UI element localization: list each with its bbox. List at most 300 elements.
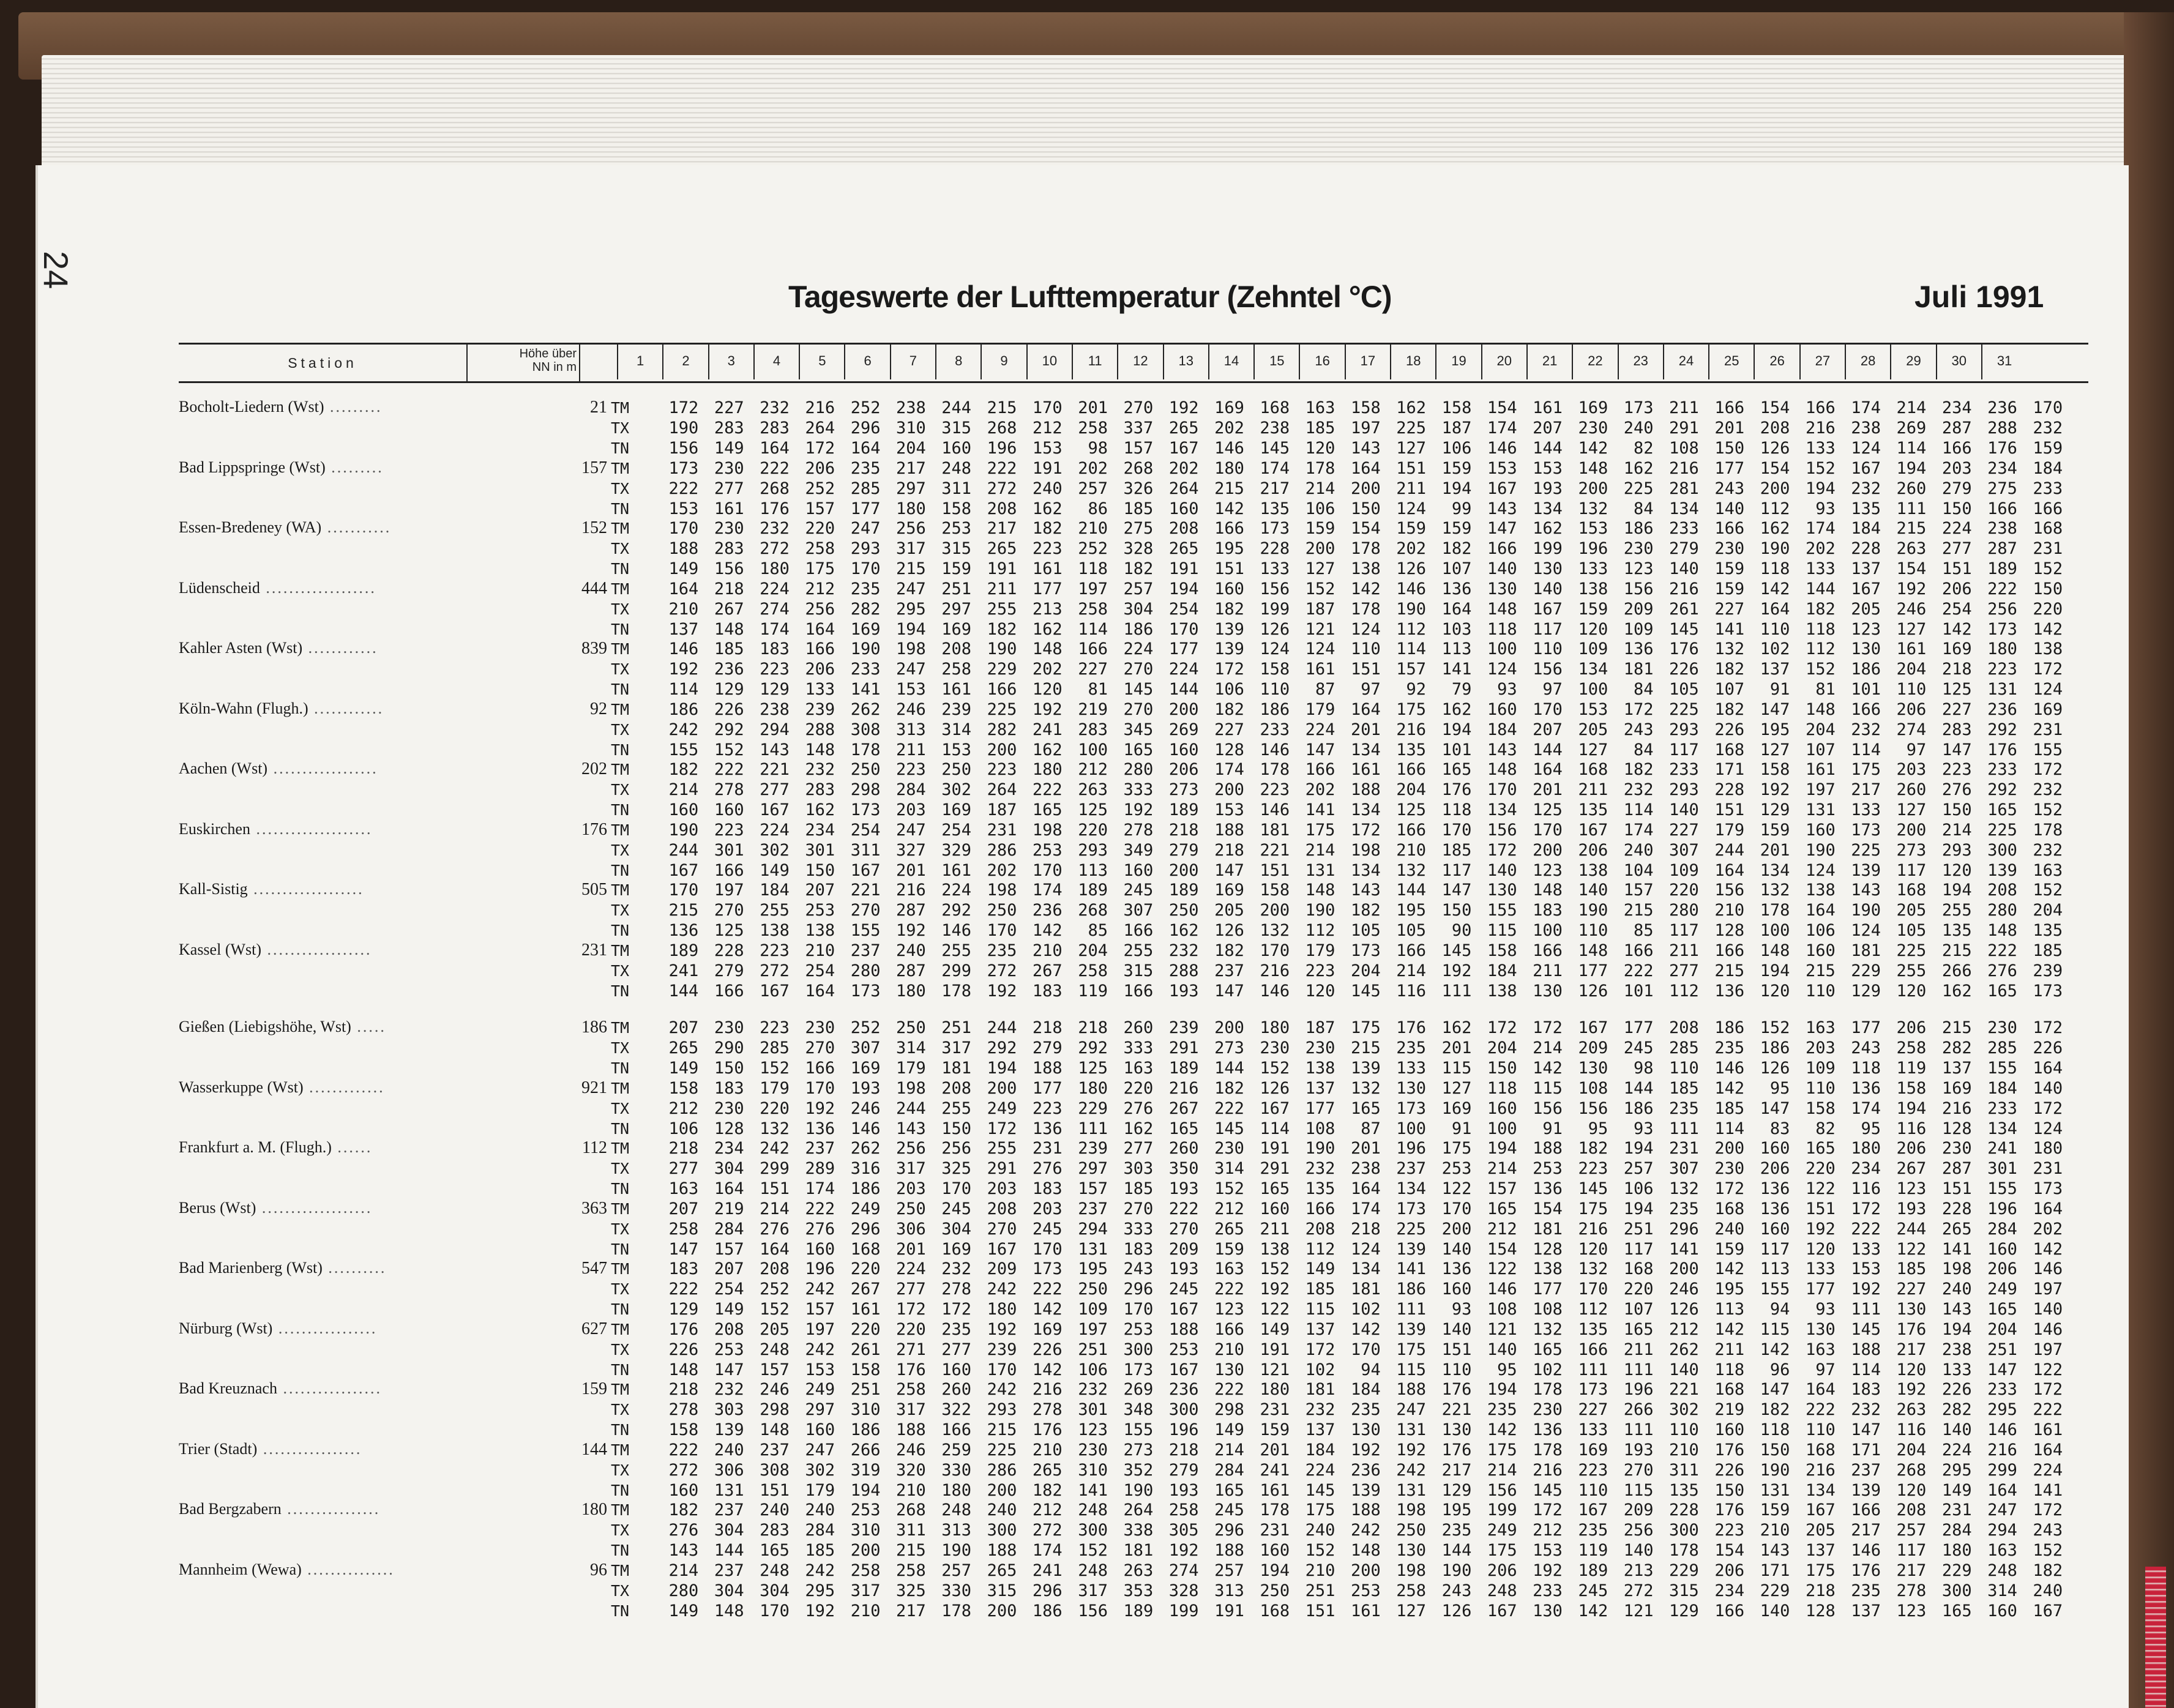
temperature-value: 152	[1260, 1259, 1290, 1278]
temperature-value: 133	[1851, 1239, 1881, 1259]
temperature-value: 196	[1578, 539, 1608, 558]
temperature-value: 208	[1669, 1018, 1699, 1037]
temperature-value: 165	[1533, 1340, 1563, 1359]
temperature-value: 217	[1441, 1460, 1472, 1480]
temperature-value: 224	[760, 820, 790, 840]
temperature-value: 188	[1168, 1319, 1199, 1339]
temperature-value: 222	[1214, 1280, 1244, 1299]
temperature-value: 130	[1214, 1360, 1244, 1379]
temperature-value: 311	[850, 840, 881, 860]
temperature-value: 162	[1123, 1119, 1154, 1138]
temperature-value: 194	[1623, 1199, 1654, 1218]
temperature-value: 246	[1896, 599, 1927, 619]
temperature-value: 208	[1987, 881, 2017, 900]
temperature-value: 83	[1769, 1119, 1790, 1138]
temperature-value: 147	[1487, 519, 1517, 538]
temperature-value: 109	[1578, 640, 1608, 658]
temperature-value: 258	[1078, 419, 1108, 438]
temperature-value: 221	[1669, 1380, 1699, 1399]
day-header-30: 30	[1936, 343, 1981, 379]
temperature-value: 123	[1896, 1179, 1927, 1198]
temperature-value: 161	[714, 499, 744, 518]
temperature-value: 156	[1487, 820, 1517, 840]
temperature-value: 112	[1760, 499, 1790, 518]
temperature-value: 177	[1578, 961, 1608, 980]
temperature-value: 243	[1123, 1259, 1154, 1278]
temperature-value: 210	[1078, 519, 1108, 538]
temperature-value: 238	[1987, 519, 2017, 538]
temperature-value: 162	[1441, 1018, 1472, 1037]
temperature-value: 196	[1987, 1199, 2017, 1218]
temperature-value: 165	[1805, 1139, 1836, 1158]
temperature-value: 265	[1214, 1219, 1244, 1239]
temperature-value: 174	[1032, 1541, 1063, 1560]
temperature-value: 297	[1078, 1159, 1108, 1178]
temperature-value: 215	[1350, 1039, 1381, 1057]
temperature-value: 202	[1078, 458, 1108, 478]
temperature-value: 106	[1441, 439, 1472, 458]
temperature-value: 225	[1669, 699, 1699, 719]
temperature-value: 200	[1441, 1219, 1472, 1239]
temperature-value: 216	[1669, 579, 1699, 599]
station-name	[179, 1138, 558, 1157]
temperature-value: 229	[1078, 1098, 1108, 1118]
temperature-value: 181	[1305, 1380, 1335, 1399]
temperature-value: 237	[1214, 961, 1244, 980]
temperature-value: 308	[850, 720, 881, 739]
temperature-value: 230	[1941, 1139, 1972, 1158]
temperature-value: 182	[1805, 599, 1836, 619]
temperature-value: 172	[2033, 760, 2063, 779]
temperature-value: 212	[1078, 760, 1108, 779]
temperature-value: 207	[1533, 720, 1563, 739]
temperature-value: 200	[1214, 780, 1244, 799]
temperature-value: 165	[760, 1541, 790, 1560]
temperature-value: 272	[760, 961, 790, 980]
temperature-value: 165	[1941, 1601, 1972, 1620]
value-kind-tn: TN	[611, 740, 630, 759]
temperature-value: 136	[1533, 1179, 1563, 1198]
temperature-value: 245	[941, 1199, 972, 1218]
temperature-value: 195	[1078, 1259, 1108, 1278]
temperature-value: 192	[805, 1098, 835, 1118]
temperature-value: 240	[805, 1501, 835, 1520]
temperature-value: 130	[1578, 1059, 1608, 1078]
temperature-value: 160	[805, 1239, 835, 1259]
temperature-value: 220	[1623, 1280, 1654, 1299]
temperature-value: 202	[1032, 660, 1063, 679]
temperature-value: 175	[1350, 1018, 1381, 1037]
temperature-value: 143	[1941, 1300, 1972, 1319]
temperature-value: 177	[1533, 1280, 1563, 1299]
temperature-value: 198	[1941, 1259, 1972, 1278]
table-row	[653, 499, 2063, 519]
leader-dots: .........	[324, 398, 383, 416]
temperature-value: 150	[1487, 1059, 1517, 1078]
temperature-value: 164	[2033, 1059, 2063, 1078]
temperature-value: 173	[1987, 619, 2017, 639]
temperature-value: 153	[1032, 439, 1063, 458]
temperature-value: 127	[1896, 619, 1927, 639]
temperature-value: 123	[1896, 1601, 1927, 1620]
temperature-value: 182	[1350, 901, 1381, 920]
temperature-value: 222	[1214, 1098, 1244, 1118]
temperature-value: 194	[1941, 1319, 1972, 1339]
temperature-value: 190	[1305, 901, 1335, 920]
temperature-value: 116	[1396, 981, 1427, 1001]
temperature-value: 215	[896, 559, 926, 578]
temperature-value: 149	[1260, 1319, 1290, 1339]
temperature-value: 109	[1623, 619, 1654, 639]
temperature-value: 166	[1851, 1501, 1881, 1520]
temperature-value: 117	[1669, 740, 1699, 759]
temperature-value: 156	[1078, 1601, 1108, 1620]
temperature-value: 192	[1396, 1440, 1427, 1460]
temperature-value: 176	[1987, 439, 2017, 458]
station-name-text: Frankfurt a. M. (Flugh.)	[179, 1138, 332, 1156]
temperature-value: 87	[1361, 1119, 1381, 1138]
temperature-value: 222	[1214, 1380, 1244, 1399]
temperature-value: 235	[1669, 1098, 1699, 1118]
table-row	[653, 639, 2063, 659]
temperature-value: 224	[760, 579, 790, 599]
leader-dots: ............	[308, 699, 384, 717]
temperature-value: 238	[760, 699, 790, 719]
temperature-value: 255	[1896, 961, 1927, 980]
day-header-19: 19	[1435, 343, 1481, 379]
temperature-value: 226	[1714, 1460, 1745, 1480]
temperature-value: 162	[805, 800, 835, 819]
temperature-value: 235	[1441, 1521, 1472, 1540]
table-row	[653, 539, 2063, 559]
temperature-value: 215	[1941, 941, 1972, 960]
temperature-value: 135	[1305, 1179, 1335, 1198]
temperature-value: 106	[1623, 1179, 1654, 1198]
temperature-value: 178	[1350, 599, 1381, 619]
temperature-value: 270	[850, 901, 881, 920]
temperature-value: 287	[1941, 1159, 1972, 1178]
temperature-value: 205	[1851, 599, 1881, 619]
temperature-value: 170	[1123, 1300, 1154, 1319]
temperature-value: 172	[1305, 1340, 1335, 1359]
temperature-value: 126	[1578, 981, 1608, 1001]
temperature-value: 264	[1168, 479, 1199, 498]
day-header-31: 31	[1981, 343, 2026, 379]
temperature-value: 114	[1714, 1119, 1745, 1138]
temperature-value: 116	[1896, 1119, 1927, 1138]
temperature-value: 163	[1123, 1059, 1154, 1078]
table-row	[653, 398, 2063, 418]
temperature-value: 182	[1714, 660, 1745, 679]
temperature-value: 131	[1305, 860, 1335, 880]
temperature-value: 186	[1123, 619, 1154, 639]
temperature-value: 254	[1941, 599, 1972, 619]
temperature-value: 191	[987, 559, 1017, 578]
temperature-value: 132	[1578, 499, 1608, 518]
station-name	[179, 518, 558, 537]
value-kind-tm: TM	[611, 821, 630, 839]
temperature-value: 176	[1032, 1420, 1063, 1439]
temperature-value: 172	[896, 1300, 926, 1319]
temperature-value: 192	[1350, 1440, 1381, 1460]
temperature-value: 134	[1987, 1119, 2017, 1138]
temperature-value: 272	[760, 539, 790, 558]
temperature-value: 145	[1350, 981, 1381, 1001]
value-kind-tm: TM	[611, 580, 630, 598]
temperature-value: 229	[1760, 1581, 1790, 1600]
temperature-value: 133	[1396, 1059, 1427, 1078]
temperature-value: 150	[1714, 439, 1745, 458]
temperature-value: 299	[941, 961, 972, 980]
temperature-value: 136	[1714, 981, 1745, 1001]
temperature-value: 162	[1941, 981, 1972, 1001]
temperature-value: 286	[987, 840, 1017, 860]
temperature-value: 170	[1260, 941, 1290, 960]
temperature-value: 220	[1078, 820, 1108, 840]
temperature-value: 239	[805, 699, 835, 719]
table-row	[653, 840, 2063, 860]
temperature-value: 118	[1078, 559, 1108, 578]
temperature-value: 242	[805, 1561, 835, 1580]
temperature-value: 111	[1441, 981, 1472, 1001]
temperature-value: 118	[1714, 1360, 1745, 1379]
value-kind-tm: TM	[611, 1501, 630, 1519]
temperature-value: 232	[2033, 780, 2063, 799]
temperature-value: 138	[1260, 1239, 1290, 1259]
temperature-value: 292	[1078, 1039, 1108, 1057]
temperature-value: 304	[714, 1159, 744, 1178]
temperature-value: 239	[2033, 961, 2063, 980]
temperature-value: 170	[1533, 699, 1563, 719]
table-row	[653, 1279, 2063, 1299]
temperature-value: 159	[1578, 599, 1608, 619]
temperature-value: 254	[714, 1280, 744, 1299]
temperature-value: 134	[1350, 860, 1381, 880]
temperature-value: 234	[1987, 458, 2017, 478]
temperature-value: 130	[1487, 881, 1517, 900]
temperature-value: 270	[1123, 398, 1154, 417]
temperature-value: 273	[1214, 1039, 1244, 1057]
temperature-value: 133	[1578, 1420, 1608, 1439]
temperature-value: 177	[1305, 1098, 1335, 1118]
temperature-value: 140	[2033, 1300, 2063, 1319]
station-name	[179, 1440, 558, 1458]
temperature-value: 304	[714, 1521, 744, 1540]
temperature-value: 210	[896, 1480, 926, 1500]
value-kind-tn: TN	[611, 499, 630, 518]
temperature-value: 179	[1714, 820, 1745, 840]
temperature-value: 216	[805, 398, 835, 417]
temperature-value: 314	[941, 720, 972, 739]
temperature-value: 169	[1214, 881, 1244, 900]
temperature-value: 250	[1078, 1280, 1108, 1299]
temperature-value: 194	[1260, 1561, 1290, 1580]
temperature-value: 265	[987, 539, 1017, 558]
temperature-value: 124	[1805, 860, 1836, 880]
temperature-value: 265	[1168, 539, 1199, 558]
temperature-value: 310	[1078, 1460, 1108, 1480]
temperature-value: 166	[1214, 519, 1244, 538]
temperature-value: 194	[1941, 881, 1972, 900]
temperature-value: 232	[1078, 1380, 1108, 1399]
temperature-value: 133	[805, 680, 835, 699]
temperature-value: 182	[1214, 941, 1244, 960]
temperature-value: 269	[1123, 1380, 1154, 1399]
temperature-value: 151	[1941, 1179, 1972, 1198]
temperature-value: 200	[1896, 820, 1927, 840]
day-header-8: 8	[935, 343, 981, 379]
temperature-value: 300	[1168, 1400, 1199, 1419]
temperature-value: 259	[941, 1440, 972, 1460]
temperature-value: 214	[1487, 1159, 1517, 1178]
temperature-value: 141	[1441, 660, 1472, 679]
temperature-value: 148	[1350, 1541, 1381, 1560]
temperature-value: 223	[1941, 760, 1972, 779]
table-row	[653, 1460, 2063, 1480]
temperature-value: 255	[987, 1139, 1017, 1158]
temperature-value: 144	[668, 981, 699, 1001]
temperature-value: 163	[2033, 860, 2063, 880]
temperature-value: 124	[1260, 640, 1290, 658]
temperature-value: 167	[1168, 1360, 1199, 1379]
temperature-value: 208	[987, 499, 1017, 518]
temperature-value: 229	[1669, 1561, 1699, 1580]
temperature-value: 182	[1032, 519, 1063, 538]
temperature-value: 160	[1987, 1239, 2017, 1259]
temperature-value: 220	[1123, 1078, 1154, 1098]
temperature-value: 288	[1987, 419, 2017, 438]
temperature-value: 177	[1714, 458, 1745, 478]
temperature-value: 141	[1078, 1480, 1108, 1500]
temperature-value: 270	[1123, 660, 1154, 679]
temperature-value: 161	[1533, 398, 1563, 417]
temperature-value: 138	[1578, 579, 1608, 599]
temperature-value: 123	[1851, 619, 1881, 639]
temperature-value: 167	[1487, 479, 1517, 498]
temperature-value: 82	[1634, 439, 1654, 458]
temperature-value: 231	[2033, 720, 2063, 739]
temperature-value: 173	[1396, 1199, 1427, 1218]
table-row	[653, 1601, 2063, 1621]
temperature-value: 186	[1396, 1280, 1427, 1299]
temperature-value: 260	[941, 1380, 972, 1399]
temperature-value: 175	[805, 559, 835, 578]
temperature-value: 161	[850, 1300, 881, 1319]
temperature-value: 253	[1032, 840, 1063, 860]
day-header-14: 14	[1208, 343, 1253, 379]
temperature-value: 204	[1487, 1039, 1517, 1057]
temperature-value: 100	[1396, 1119, 1427, 1138]
temperature-value: 186	[1623, 519, 1654, 538]
temperature-value: 164	[1805, 901, 1836, 920]
temperature-value: 285	[1987, 1039, 2017, 1057]
table-row	[653, 579, 2063, 599]
day-header-24: 24	[1663, 343, 1708, 379]
temperature-value: 151	[1260, 860, 1290, 880]
value-kind-tm: TM	[611, 1320, 630, 1338]
temperature-value: 216	[1805, 419, 1836, 438]
temperature-value: 110	[1578, 921, 1608, 940]
temperature-value: 285	[1669, 1039, 1699, 1057]
station-elevation: 505	[581, 880, 607, 899]
temperature-value: 235	[1714, 1039, 1745, 1057]
temperature-value: 256	[1987, 599, 2017, 619]
temperature-value: 166	[1714, 519, 1745, 538]
temperature-value: 169	[2033, 699, 2063, 719]
temperature-value: 170	[987, 921, 1017, 940]
station-elevation: 112	[582, 1138, 607, 1157]
temperature-value: 196	[987, 439, 1017, 458]
temperature-value: 245	[1032, 1219, 1063, 1239]
temperature-value: 175	[1487, 1440, 1517, 1460]
temperature-value: 119	[1578, 1541, 1608, 1560]
temperature-value: 204	[2033, 901, 2063, 920]
temperature-value: 166	[941, 1420, 972, 1439]
temperature-value: 153	[896, 680, 926, 699]
temperature-value: 222	[668, 1280, 699, 1299]
temperature-value: 133	[1805, 1259, 1836, 1278]
temperature-value: 181	[1123, 1541, 1154, 1560]
temperature-value: 328	[1168, 1581, 1199, 1600]
temperature-value: 190	[941, 1541, 972, 1560]
temperature-value: 300	[1669, 1521, 1699, 1540]
temperature-value: 167	[760, 800, 790, 819]
temperature-value: 315	[941, 539, 972, 558]
station-name	[179, 1561, 558, 1579]
table-row	[653, 1058, 2063, 1078]
temperature-value: 222	[714, 760, 744, 779]
elevation-header-line1: Höhe über	[519, 347, 577, 360]
table-row	[653, 438, 2063, 458]
temperature-value: 178	[1533, 1440, 1563, 1460]
temperature-value: 188	[987, 1541, 1017, 1560]
temperature-value: 188	[1851, 1340, 1881, 1359]
station-name	[179, 1018, 558, 1036]
temperature-value: 320	[896, 1460, 926, 1480]
temperature-value: 204	[1987, 1319, 2017, 1339]
temperature-value: 223	[760, 941, 790, 960]
temperature-value: 222	[987, 458, 1017, 478]
temperature-value: 150	[1441, 901, 1472, 920]
temperature-value: 232	[1623, 780, 1654, 799]
table-row	[653, 559, 2063, 579]
temperature-value: 151	[760, 1480, 790, 1500]
temperature-value: 225	[987, 1440, 1017, 1460]
temperature-value: 151	[1441, 1340, 1472, 1359]
temperature-value: 158	[1760, 760, 1790, 779]
temperature-value: 211	[1669, 398, 1699, 417]
value-kind-tx: TX	[611, 540, 630, 558]
temperature-value: 131	[1078, 1239, 1108, 1259]
temperature-value: 106	[668, 1119, 699, 1138]
temperature-value: 200	[1714, 1139, 1745, 1158]
temperature-value: 243	[1623, 720, 1654, 739]
temperature-value: 173	[1350, 941, 1381, 960]
temperature-value: 244	[941, 398, 972, 417]
temperature-value: 278	[1896, 1581, 1927, 1600]
temperature-value: 234	[805, 820, 835, 840]
temperature-value: 222	[1987, 941, 2017, 960]
temperature-value: 91	[1451, 1119, 1472, 1138]
temperature-value: 198	[896, 640, 926, 658]
temperature-value: 151	[1350, 660, 1381, 679]
temperature-value: 231	[2033, 539, 2063, 558]
temperature-value: 169	[1941, 1078, 1972, 1098]
temperature-value: 136	[668, 921, 699, 940]
temperature-value: 142	[1760, 1340, 1790, 1359]
temperature-value: 146	[1214, 439, 1244, 458]
temperature-value: 193	[1168, 981, 1199, 1001]
